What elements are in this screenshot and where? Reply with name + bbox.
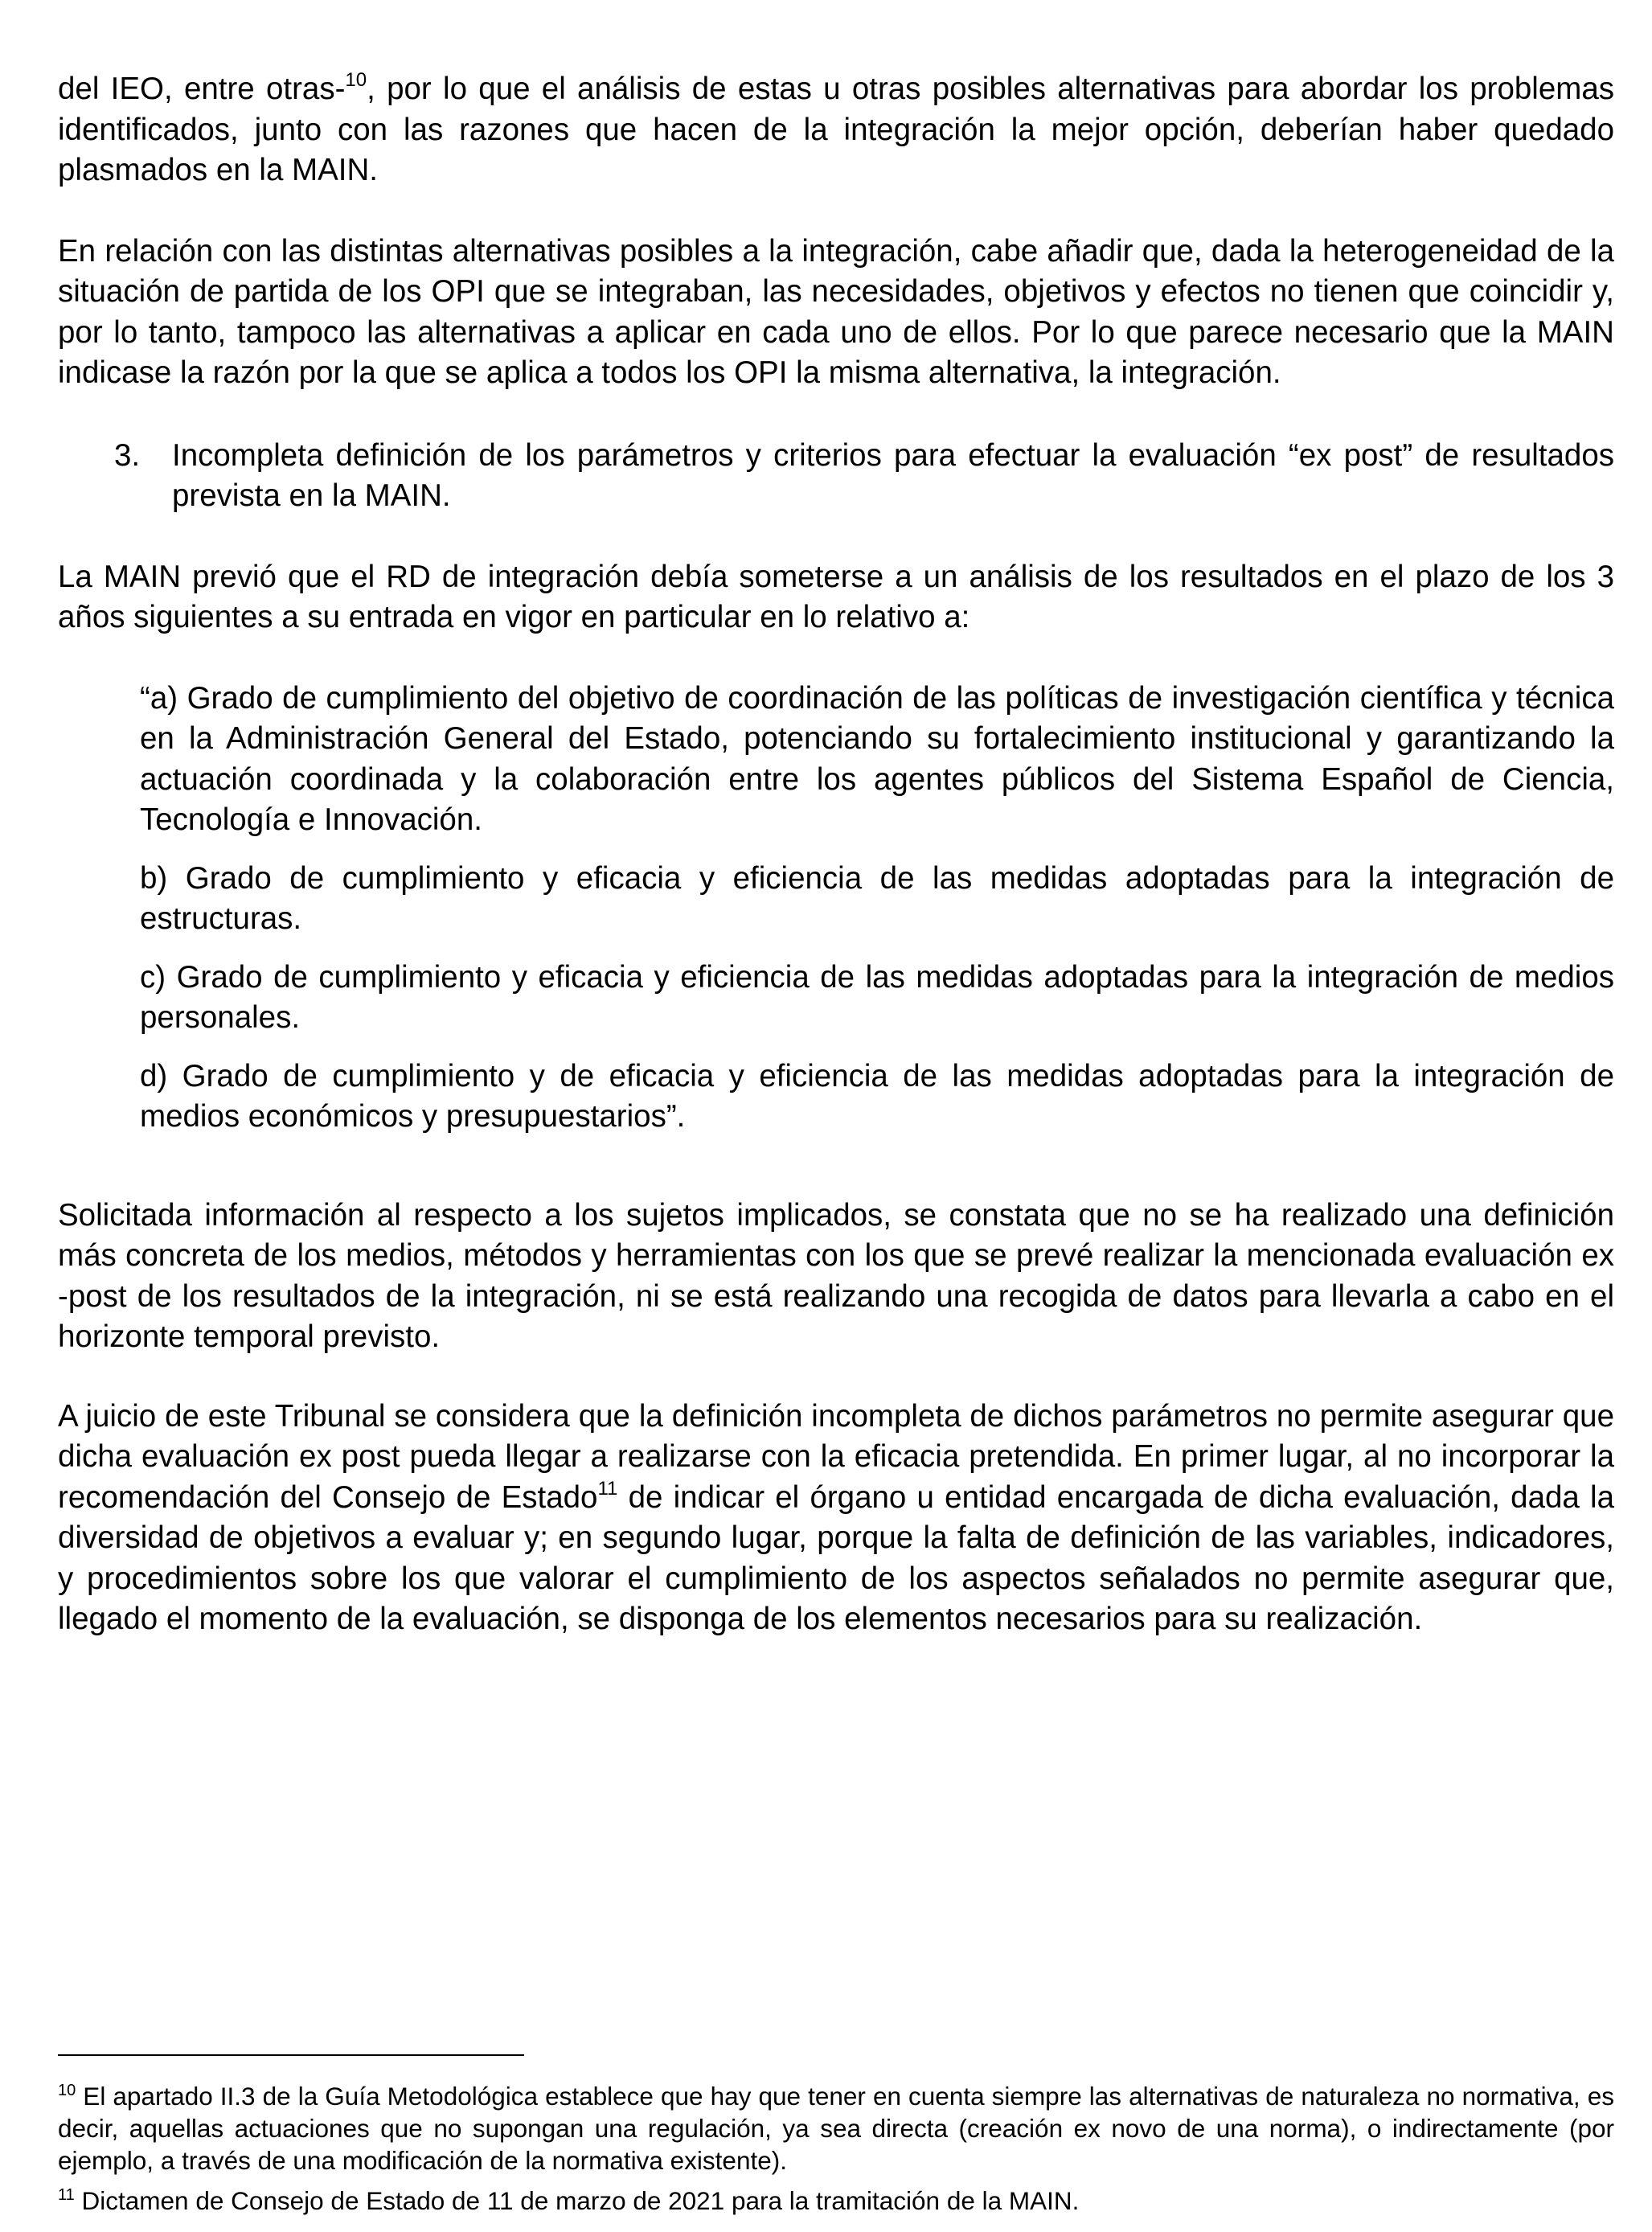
paragraph-text: del IEO, entre otras- <box>58 72 346 106</box>
numbered-finding-3 <box>58 436 1614 517</box>
footnote-ref-10[interactable]: 10 <box>345 69 367 92</box>
finding-heading: Incompleta definición de los parámetros y criterios para efectuar la evaluación “ex post” de resultados prevista en la MAIN. <box>172 437 1614 513</box>
footnote-list <box>58 2080 1614 2217</box>
paragraph-tribunal-opinion <box>58 1397 1614 1640</box>
paragraph-main-forecast: La MAIN previó que el RD de integración debía someterse a un análisis de los resultados en el plazo de los 3 años siguientes a su entrada en vigor en particular en lo relativo a: <box>58 559 1614 634</box>
footnote-number: 11 <box>58 2185 75 2204</box>
footnote-separator <box>58 2054 524 2056</box>
document-body <box>58 69 1614 1640</box>
footnote-ref-11[interactable]: 11 <box>597 1477 618 1500</box>
quote-item-d: d) Grado de cumplimiento y de eficacia y eficiencia de las medidas adoptadas para la integración de medios económicos y presupuestarios”. <box>140 1058 1614 1134</box>
quote-item-c: c) Grado de cumplimiento y eficacia y eficiencia de las medidas adoptadas para la integración de medios personales. <box>140 959 1614 1035</box>
footnote-11 <box>58 2185 1614 2217</box>
quote-item-a: “a) Grado de cumplimiento del objetivo de coordinación de las políticas de investigación científica y técnica en la Administración General del Estado, potenciando su fortalecimiento institucional y garantizando la actuación coordinada y la colaboración entre los agentes públicos del Sistema Español de Ciencia, Tecnología e Innovación. <box>140 680 1614 837</box>
footnote-text: Dictamen de Consejo de Estado de 11 de marzo de 2021 para la tramitación de la MAIN. <box>74 2186 1080 2215</box>
list-number: 3. <box>114 437 141 473</box>
paragraph-text: A juicio de este Tribunal se considera que la definición incompleta de dichos parámetros no permite asegurar que dicha evaluación ex post pueda llegar a realizarse con la eficacia pretendida. En primer lugar, al no incorporar la recomendación del Consejo de Estado <box>58 1398 1614 1515</box>
quote-item-b: b) Grado de cumplimiento y eficacia y eficiencia de las medidas adoptadas para la integración de estructuras. <box>140 860 1614 936</box>
paragraph-alternatives <box>58 69 1614 191</box>
block-quote <box>140 679 1614 1138</box>
footnote-number: 10 <box>58 2081 76 2099</box>
footnote-10 <box>58 2080 1614 2177</box>
paragraph-heterogeneity: En relación con las distintas alternativas posibles a la integración, cabe añadir que, dada la heterogeneidad de la situación de partida de los OPI que se integraban, las necesidades, objetivos y efectos no tienen que coincidir y, por lo tanto, tampoco las alternativas a aplicar en cada uno de ellos. Por lo que parece necesario que la MAIN indicase la razón por la que se aplica a todos los OPI la misma alternativa, la integración. <box>58 233 1614 390</box>
footnotes-section <box>58 2054 1614 2217</box>
paragraph-information-request: Solicitada información al respecto a los sujetos implicados, se constata que no se ha realizado una definición más concreta de los medios, métodos y herramientas con los que se prevé realizar la mencionada evaluación ex -post de los resultados de la integración, ni se está realizando una recogida de datos para llevarla a cabo en el horizonte temporal previsto. <box>58 1197 1614 1354</box>
paragraph-text: , por lo que el análisis de estas u otras posibles alternativas para abordar los problemas identificados, junto con las razones que hacen de la integración la mejor opción, deberían haber quedado plasmados en la MAIN. <box>58 72 1614 187</box>
footnote-text: El apartado II.3 de la Guía Metodológica establece que hay que tener en cuenta siempre las alternativas de naturaleza no normativa, es decir, aquellas actuaciones que no supongan una regulación, ya sea directa (creación ex novo de una norma), o indirectamente (por ejemplo, a través de una modificación de la normativa existente). <box>58 2082 1614 2175</box>
paragraph-text: de indicar el órgano u entidad encargada de dicha evaluación, dada la diversidad de objetivos a evaluar y; en segundo lugar, porque la falta de definición de las variables, indicadores, y procedimientos sobre los que valorar el cumplimiento de los aspectos señalados no permite asegurar que, llegado el momento de la evaluación, se disponga de los elementos necesarios para su realización. <box>58 1479 1614 1636</box>
